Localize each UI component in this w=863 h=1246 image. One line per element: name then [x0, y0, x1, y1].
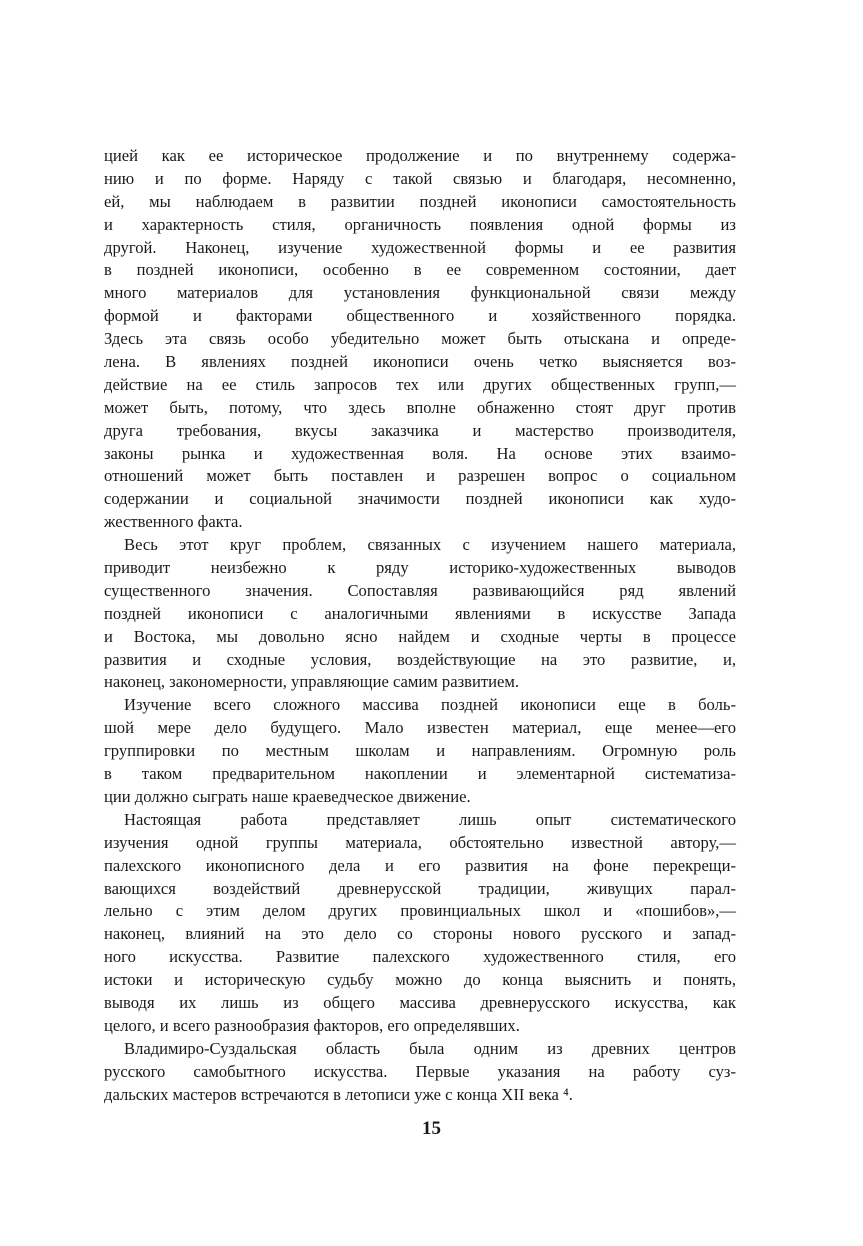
text-line: вающихся воздействий древнерусской традиции, живущих парал-: [104, 878, 736, 898]
text-line: изучения одной группы материала, обстоятельно известной автору,—: [104, 832, 736, 852]
text-line: наконец, влияний на это дело со стороны нового русского и запад-: [104, 924, 736, 944]
text-line: Здесь эта связь особо убедительно может быть отыскана и опреде-: [104, 329, 736, 349]
text-line: поздней иконописи с аналогичными явлениями в искусстве Запада: [104, 603, 736, 623]
body-text: [104, 145, 736, 1106]
paragraph: [104, 534, 736, 694]
text-line: действие на ее стиль запросов тех или других общественных групп,—: [104, 374, 736, 394]
text-line: Настоящая работа представляет лишь опыт систематического: [124, 809, 736, 829]
text-line: группировки по местным школам и направлениям. Огромную роль: [104, 741, 736, 761]
paragraph: [104, 694, 736, 808]
text-line: нию и по форме. Наряду с такой связью и благодаря, несомненно,: [104, 168, 736, 188]
page-number: 15: [422, 1118, 441, 1139]
text-line: в таком предварительном накоплении и элементарной систематиза-: [104, 764, 736, 784]
paragraph: [104, 145, 736, 534]
text-line: выводя их лишь из общего массива древнерусского искусства, как: [104, 992, 736, 1012]
text-line: и Востока, мы довольно ясно найдем и сходные черты в процессе: [104, 626, 736, 646]
text-line: наконец, закономерности, управляющие самим развитием.: [104, 672, 520, 692]
text-line: цией как ее историческое продолжение и по внутреннему содержа-: [104, 146, 736, 165]
text-line: в поздней иконописи, особенно в ее современном состоянии, дает: [104, 260, 736, 280]
text-line: палехского иконописного дела и его развития на фоне перекрещи-: [104, 855, 736, 875]
text-line: ного искусства. Развитие палехского художественного стиля, его: [104, 947, 736, 967]
text-line: жественного факта.: [104, 512, 243, 532]
text-line: формой и факторами общественного и хозяйственного порядка.: [104, 306, 736, 326]
text-line: лельно с этим делом других провинциальных школ и «пошибов»,—: [104, 901, 736, 921]
text-line: существенного значения. Сопоставляя развивающийся ряд явлений: [104, 580, 736, 600]
text-line: отношений может быть поставлен и разрешен вопрос о социальном: [104, 466, 736, 486]
text-line: шой мере дело будущего. Мало известен материал, еще менее—его: [104, 718, 736, 738]
text-line: Владимиро-Суздальская область была одним из древних центров: [124, 1038, 736, 1058]
paragraph: [104, 1038, 736, 1107]
text-line: может быть, потому, что здесь вполне обнаженно стоят друг против: [104, 397, 736, 417]
text-line: ции должно сыграть наше краеведческое движение.: [104, 786, 471, 806]
text-line: много материалов для установления функциональной связи между: [104, 283, 736, 303]
text-line: лена. В явлениях поздней иконописи очень четко выясняется воз-: [104, 352, 736, 372]
text-line: истоки и историческую судьбу можно до конца выяснить и понять,: [104, 970, 736, 990]
text-line: русского самобытного искусства. Первые указания на работу суз-: [104, 1061, 736, 1081]
text-line: ей, мы наблюдаем в развитии поздней иконописи самостоятельность: [104, 191, 736, 211]
text-line: друга требования, вкусы заказчика и мастерство производителя,: [104, 420, 736, 440]
text-line: развития и сходные условия, воздействующие на это развитие, и,: [104, 649, 736, 669]
text-line: законы рынка и художественная воля. На основе этих взаимо-: [104, 443, 736, 463]
text-line: приводит неизбежно к ряду историко-художественных выводов: [104, 558, 736, 578]
paragraph: [104, 809, 736, 1038]
text-line: и характерность стиля, органичность появления одной формы из: [104, 214, 736, 234]
text-line: другой. Наконец, изучение художественной формы и ее развития: [104, 237, 736, 257]
text-line: целого, и всего разнообразия факторов, его определявших.: [104, 1015, 520, 1035]
text-line: содержании и социальной значимости поздней иконописи как худо-: [104, 489, 736, 509]
text-line: Изучение всего сложного массива поздней иконописи еще в боль-: [124, 695, 736, 715]
text-line: Весь этот круг проблем, связанных с изучением нашего материала,: [124, 535, 736, 555]
text-line: дальских мастеров встречаются в летописи уже с конца XII века ⁴.: [104, 1084, 573, 1104]
